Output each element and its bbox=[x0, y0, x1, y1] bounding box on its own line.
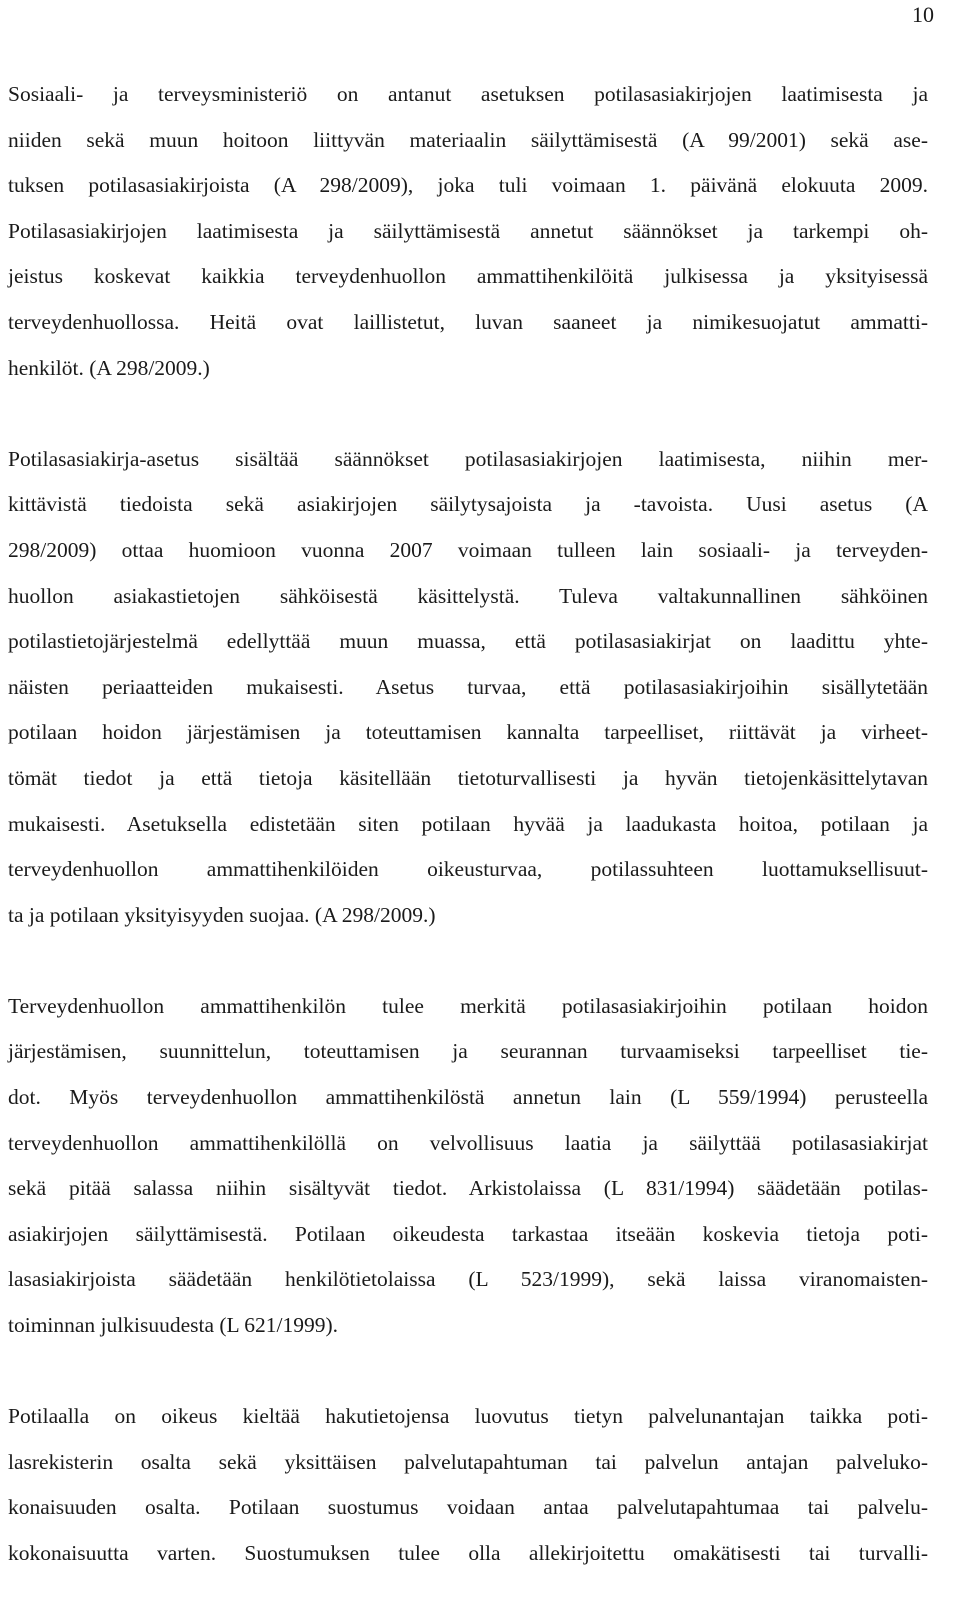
text-line: järjestämisen, suunnittelun, toteuttamisen ja seurannan turvaamiseksi tarpeelliset tie- bbox=[8, 1039, 928, 1064]
text-line: huollon asiakastietojen sähköisestä käsittelystä. Tuleva valtakunnallinen sähköinen bbox=[8, 583, 928, 608]
paragraph-gap bbox=[8, 938, 928, 984]
text-line: 298/2009) ottaa huomioon vuonna 2007 voimaan tulleen lain sosiaali- ja terveyden- bbox=[8, 537, 928, 562]
text-line: mukaisesti. Asetuksella edistetään siten potilaan hyvää ja laadukasta hoitoa, potilaan ja bbox=[8, 811, 928, 836]
text-line: lasasiakirjoista säädetään henkilötietolaissa (L 523/1999), sekä laissa viranomaisten- bbox=[8, 1267, 928, 1292]
text-line: tömät tiedot ja että tietoja käsitellään tietoturvallisesti ja hyvän tietojenkäsittelytavan bbox=[8, 765, 928, 790]
text-line: potilastietojärjestelmä edellyttää muun muassa, että potilasasiakirjat on laadittu yhte- bbox=[8, 629, 928, 654]
text-line: kittävistä tiedoista sekä asiakirjojen säilytysajoista ja -tavoista. Uusi asetus (A bbox=[8, 492, 928, 517]
text-line: jeistus koskevat kaikkia terveydenhuollon ammattihenkilöitä julkisessa ja yksityisessä bbox=[8, 264, 928, 289]
text-line: asiakirjojen säilyttämisestä. Potilaan oikeudesta tarkastaa itseään koskevia tietoja poti- bbox=[8, 1221, 928, 1246]
text-line: Potilasasiakirjojen laatimisesta ja säilyttämisestä annetut säännökset ja tarkempi oh- bbox=[8, 218, 928, 243]
text-line: tuksen potilasasiakirjoista (A 298/2009), joka tuli voimaan 1. päivänä elokuuta 2009. bbox=[8, 173, 928, 198]
text-line: Potilasasiakirja-asetus sisältää säännökset potilasasiakirjojen laatimisesta, niihin mer- bbox=[8, 446, 928, 471]
text-line: terveydenhuollon ammattihenkilöllä on velvollisuus laatia ja säilyttää potilasasiakirjat bbox=[8, 1130, 928, 1155]
text-line: terveydenhuollossa. Heitä ovat laillistetut, luvan saaneet ja nimikesuojatut ammatti- bbox=[8, 309, 928, 334]
text-line: Sosiaali- ja terveysministeriö on antanut asetuksen potilasasiakirjojen laatimisesta ja bbox=[8, 82, 928, 106]
text-line: henkilöt. (A 298/2009.) bbox=[8, 355, 210, 380]
text-line: lasrekisterin osalta sekä yksittäisen palvelutapahtuman tai palvelun antajan palveluko- bbox=[8, 1449, 928, 1474]
text-line: dot. Myös terveydenhuollon ammattihenkilöstä annetun lain (L 559/1994) perusteella bbox=[8, 1085, 928, 1110]
paragraph-gap bbox=[8, 391, 928, 437]
text-line: Terveydenhuollon ammattihenkilön tulee merkitä potilasasiakirjoihin potilaan hoidon bbox=[8, 993, 928, 1018]
text-line: Potilaalla on oikeus kieltää hakutietojensa luovutus tietyn palvelunantajan taikka poti- bbox=[8, 1404, 928, 1429]
text-line: niiden sekä muun hoitoon liittyvän materiaalin säilyttämisestä (A 99/2001) sekä ase- bbox=[8, 127, 928, 152]
page-number: 10 bbox=[912, 2, 934, 27]
paragraph-1 bbox=[8, 72, 928, 391]
paragraph-4 bbox=[8, 1394, 928, 1576]
paragraph-gap bbox=[8, 1349, 928, 1395]
paragraph-3 bbox=[8, 984, 928, 1349]
text-line: toiminnan julkisuudesta (L 621/1999). bbox=[8, 1313, 339, 1338]
text-line: kokonaisuutta varten. Suostumuksen tulee olla allekirjoitettu omakätisesti tai turvalli- bbox=[8, 1541, 928, 1565]
document-body bbox=[8, 72, 928, 1577]
text-line: sekä pitää salassa niihin sisältyvät tiedot. Arkistolaissa (L 831/1994) säädetään potilas- bbox=[8, 1176, 928, 1201]
text-line: terveydenhuollon ammattihenkilöiden oikeusturvaa, potilassuhteen luottamuksellisuut- bbox=[8, 857, 928, 882]
text-line: ta ja potilaan yksityisyyden suojaa. (A 298/2009.) bbox=[8, 902, 436, 927]
text-line: näisten periaatteiden mukaisesti. Asetus turvaa, että potilasasiakirjoihin sisällytetään bbox=[8, 674, 928, 699]
text-line: konaisuuden osalta. Potilaan suostumus voidaan antaa palvelutapahtumaa tai palvelu- bbox=[8, 1495, 928, 1520]
text-line: potilaan hoidon järjestämisen ja toteuttamisen kannalta tarpeelliset, riittävät ja virheet- bbox=[8, 720, 928, 745]
paragraph-2 bbox=[8, 437, 928, 939]
